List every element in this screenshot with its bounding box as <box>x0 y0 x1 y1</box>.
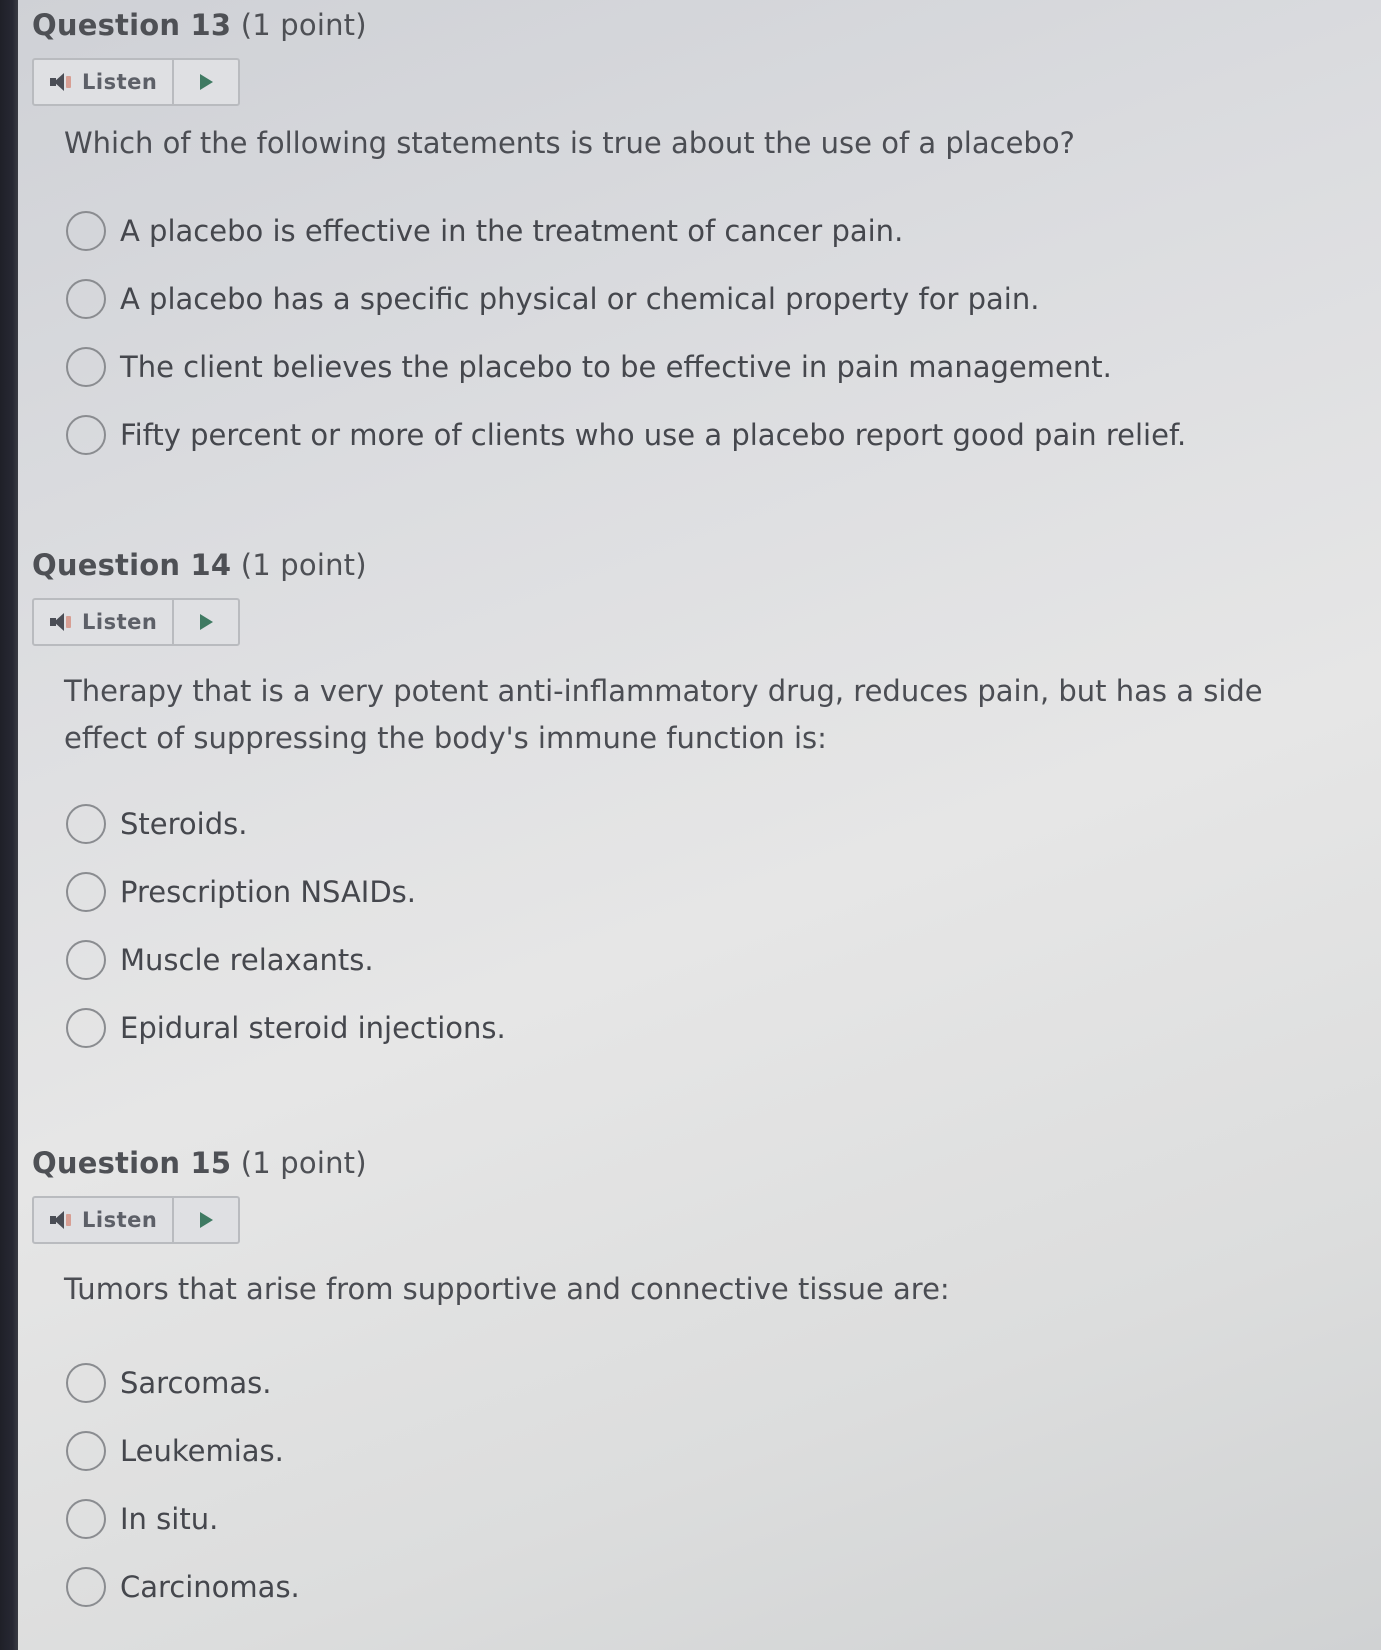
option-label: In situ. <box>120 1502 219 1536</box>
listen-widget <box>32 598 240 646</box>
question-15 <box>32 1146 1341 1621</box>
answer-option[interactable] <box>66 401 1341 469</box>
play-triangle-icon <box>200 614 213 630</box>
listen-label: Listen <box>82 70 158 94</box>
answer-options <box>32 790 1341 1062</box>
question-points: (1 point) <box>240 8 367 42</box>
play-triangle-icon <box>200 1212 213 1228</box>
answer-option[interactable] <box>66 197 1341 265</box>
answer-option[interactable] <box>66 333 1341 401</box>
radio-button[interactable] <box>66 1363 106 1403</box>
speaker-icon <box>48 72 74 92</box>
listen-label: Listen <box>82 1208 158 1232</box>
option-label: Muscle relaxants. <box>120 943 374 977</box>
option-label: Leukemias. <box>120 1434 284 1468</box>
question-prompt: Tumors that arise from supportive and connective tissue are: <box>64 1272 950 1306</box>
radio-button[interactable] <box>66 415 106 455</box>
question-number: Question 15 <box>32 1146 232 1180</box>
question-title <box>32 8 1341 42</box>
radio-button[interactable] <box>66 804 106 844</box>
answer-option[interactable] <box>66 790 1341 858</box>
speaker-icon <box>48 1210 74 1230</box>
listen-button[interactable] <box>34 1198 174 1242</box>
question-prompt: Which of the following statements is true about the use of a placebo? <box>64 126 1075 160</box>
listen-button[interactable] <box>34 60 174 104</box>
question-prompt: Therapy that is a very potent anti-inflammatory drug, reduces pain, but has a side effect of suppressing the body's immune function is: <box>64 674 1263 755</box>
quiz-page <box>32 0 1381 1650</box>
option-label: Sarcomas. <box>120 1366 272 1400</box>
answer-option[interactable] <box>66 1417 1341 1485</box>
option-label: Steroids. <box>120 807 248 841</box>
radio-button[interactable] <box>66 1499 106 1539</box>
radio-button[interactable] <box>66 1567 106 1607</box>
option-label: Epidural steroid injections. <box>120 1011 506 1045</box>
radio-button[interactable] <box>66 211 106 251</box>
answer-option[interactable] <box>66 1485 1341 1553</box>
question-number: Question 13 <box>32 8 232 42</box>
play-button[interactable] <box>174 600 238 644</box>
answer-option[interactable] <box>66 1553 1341 1621</box>
play-button[interactable] <box>174 1198 238 1242</box>
option-label: A placebo has a specific physical or chemical property for pain. <box>120 282 1040 316</box>
listen-widget <box>32 58 240 106</box>
question-title <box>32 548 1341 582</box>
radio-button[interactable] <box>66 940 106 980</box>
option-label: Carcinomas. <box>120 1570 300 1604</box>
radio-button[interactable] <box>66 1008 106 1048</box>
listen-button[interactable] <box>34 600 174 644</box>
play-triangle-icon <box>200 74 213 90</box>
question-13 <box>32 8 1341 469</box>
play-button[interactable] <box>174 60 238 104</box>
radio-button[interactable] <box>66 1431 106 1471</box>
answer-options <box>32 197 1341 469</box>
listen-label: Listen <box>82 610 158 634</box>
question-number: Question 14 <box>32 548 232 582</box>
option-label: Prescription NSAIDs. <box>120 875 417 909</box>
answer-option[interactable] <box>66 265 1341 333</box>
answer-option[interactable] <box>66 994 1341 1062</box>
answer-options <box>32 1349 1341 1621</box>
answer-option[interactable] <box>66 1349 1341 1417</box>
option-label: The client believes the placebo to be effective in pain management. <box>120 350 1112 384</box>
question-points: (1 point) <box>240 1146 367 1180</box>
radio-button[interactable] <box>66 279 106 319</box>
screen-bezel <box>0 0 18 1650</box>
question-14 <box>32 548 1341 1062</box>
question-points: (1 point) <box>240 548 367 582</box>
option-label: A placebo is effective in the treatment of cancer pain. <box>120 214 904 248</box>
radio-button[interactable] <box>66 872 106 912</box>
question-title <box>32 1146 1341 1180</box>
radio-button[interactable] <box>66 347 106 387</box>
speaker-icon <box>48 612 74 632</box>
answer-option[interactable] <box>66 858 1341 926</box>
option-label: Fifty percent or more of clients who use a placebo report good pain relief. <box>120 418 1187 452</box>
answer-option[interactable] <box>66 926 1341 994</box>
listen-widget <box>32 1196 240 1244</box>
